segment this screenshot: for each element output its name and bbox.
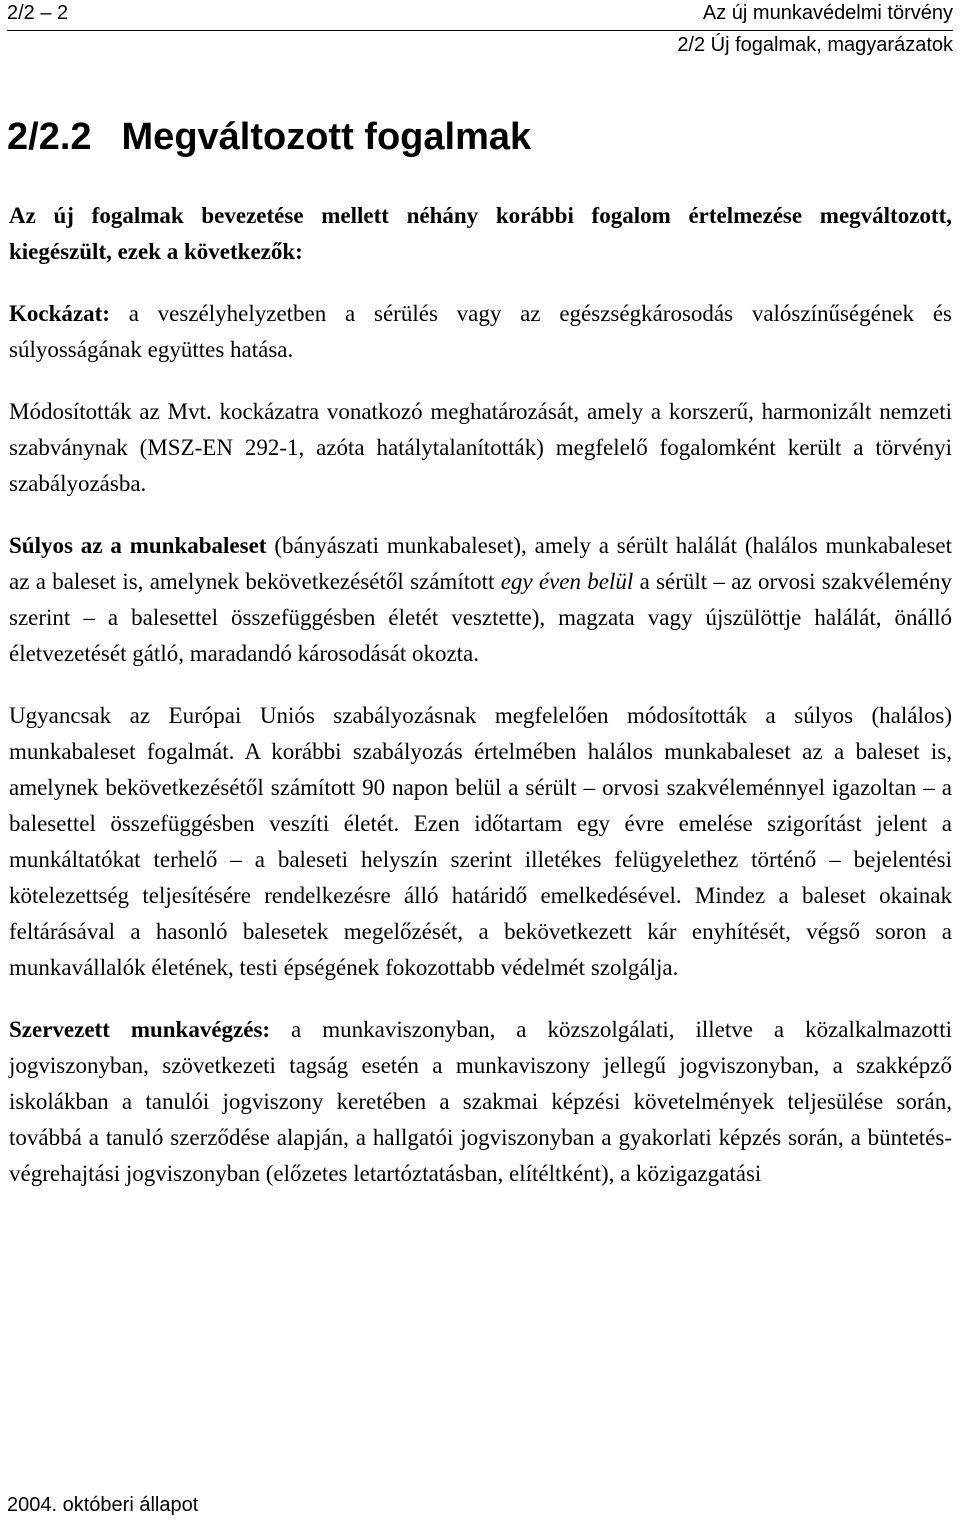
section-title-text: Megváltozott fogalmak [121, 116, 532, 158]
definition-sulyos-text-a: (bányászati munkabaleset), amely a sérült halálát (halálos munkabaleset az a baleset is, amelynek bekövetkezésétől számított [9, 533, 953, 594]
header-book-title: Az új munkavédelmi törvény [702, 2, 953, 24]
definition-sulyos-munkabaleset [9, 528, 952, 672]
running-header [7, 0, 953, 31]
intro-paragraph: Az új fogalmak bevezetése mellett néhány korábbi fogalom értelmezése megváltozott, kiegészült, ezek a következők: [9, 203, 952, 264]
body-text [9, 198, 952, 1218]
term-sulyos-munkabaleset: Súlyos az a munkabaleset [9, 533, 267, 558]
definition-kockazat-text: a veszélyhelyzetben a sérülés vagy az egészségkárosodás valószínűségének és súlyosságának együttes hatása. [9, 301, 952, 362]
definition-szervezett-munkavegzes [9, 1012, 952, 1192]
definition-szervezett-text: a munkaviszonyban, a közszolgálati, illetve a közalkalmazotti jogviszonyban, szövetkezeti tagság esetén a munkaviszony jellegű jogviszonyban, a szakképző iskolákban a tanulói jogviszony keretében a szakmai képzési követelmények teljesülése során, továbbá a tanuló szerződése alapján, a hallgatói jogviszonyban a gyakorlati képzés során, a büntetés-végrehajtási jogviszonyban (előzetes letartóztatásban, elítéltként), a közigazgatási [9, 1017, 952, 1186]
emphasis-egy-even-belul: egy éven belül [500, 569, 634, 594]
paragraph-eu-modification: Ugyancsak az Európai Uniós szabályozásnak megfelelően módosították a súlyos (halálos) munkabaleset fogalmát. A korábbi szabályozás értelmében halálos munkabaleset az a baleset is, amelynek bekövetkezésétől számított 90 napon belül a sérült – orvosi szakvéleménnyel igazoltan – a balesettel összefüggésben veszíti életét. Ezen időtartam egy évre emelése szigorítást jelent a munkáltatókat terhelő – a baleseti helyszín szerint illetékes felügyelethez történő – bejelentési kötelezettség teljesítésére rendelkezésre álló határidő emelkedésével. Mindez a baleset okainak feltárásával a hasonló balesetek megelőzését, a bekövetkezett kár enyhítését, végső soron a munkavállalók életének, testi épségének fokozottabb védelmét szolgálja. [9, 703, 952, 980]
definition-sulyos-text-b: a sérült – az orvosi szakvélemény szerint – a balesettel összefüggésben életét vesztette), magzata vagy újszülöttje halálát, önálló életvezetését gátló, maradandó károsodását okozta. [9, 569, 953, 666]
paragraph-mvt-modification: Módosították az Mvt. kockázatra vonatkozó meghatározását, amely a korszerű, harmonizált nemzeti szabványnak (MSZ-EN 292-1, azóta hatálytalanították) megfelelő fogalomként került a törvényi szabályozásba. [9, 399, 952, 496]
page-footer: 2004. októberi állapot [7, 1494, 199, 1516]
definition-kockazat [9, 296, 952, 368]
section-heading [7, 114, 531, 160]
term-kockazat: Kockázat: [9, 301, 110, 326]
term-szervezett-munkavegzes: Szervezett munkavégzés: [9, 1017, 271, 1042]
header-page-number: 2/2 – 2 [7, 2, 69, 24]
section-number: 2/2.2 [7, 116, 92, 158]
header-chapter-title: 2/2 Új fogalmak, magyarázatok [677, 34, 953, 56]
